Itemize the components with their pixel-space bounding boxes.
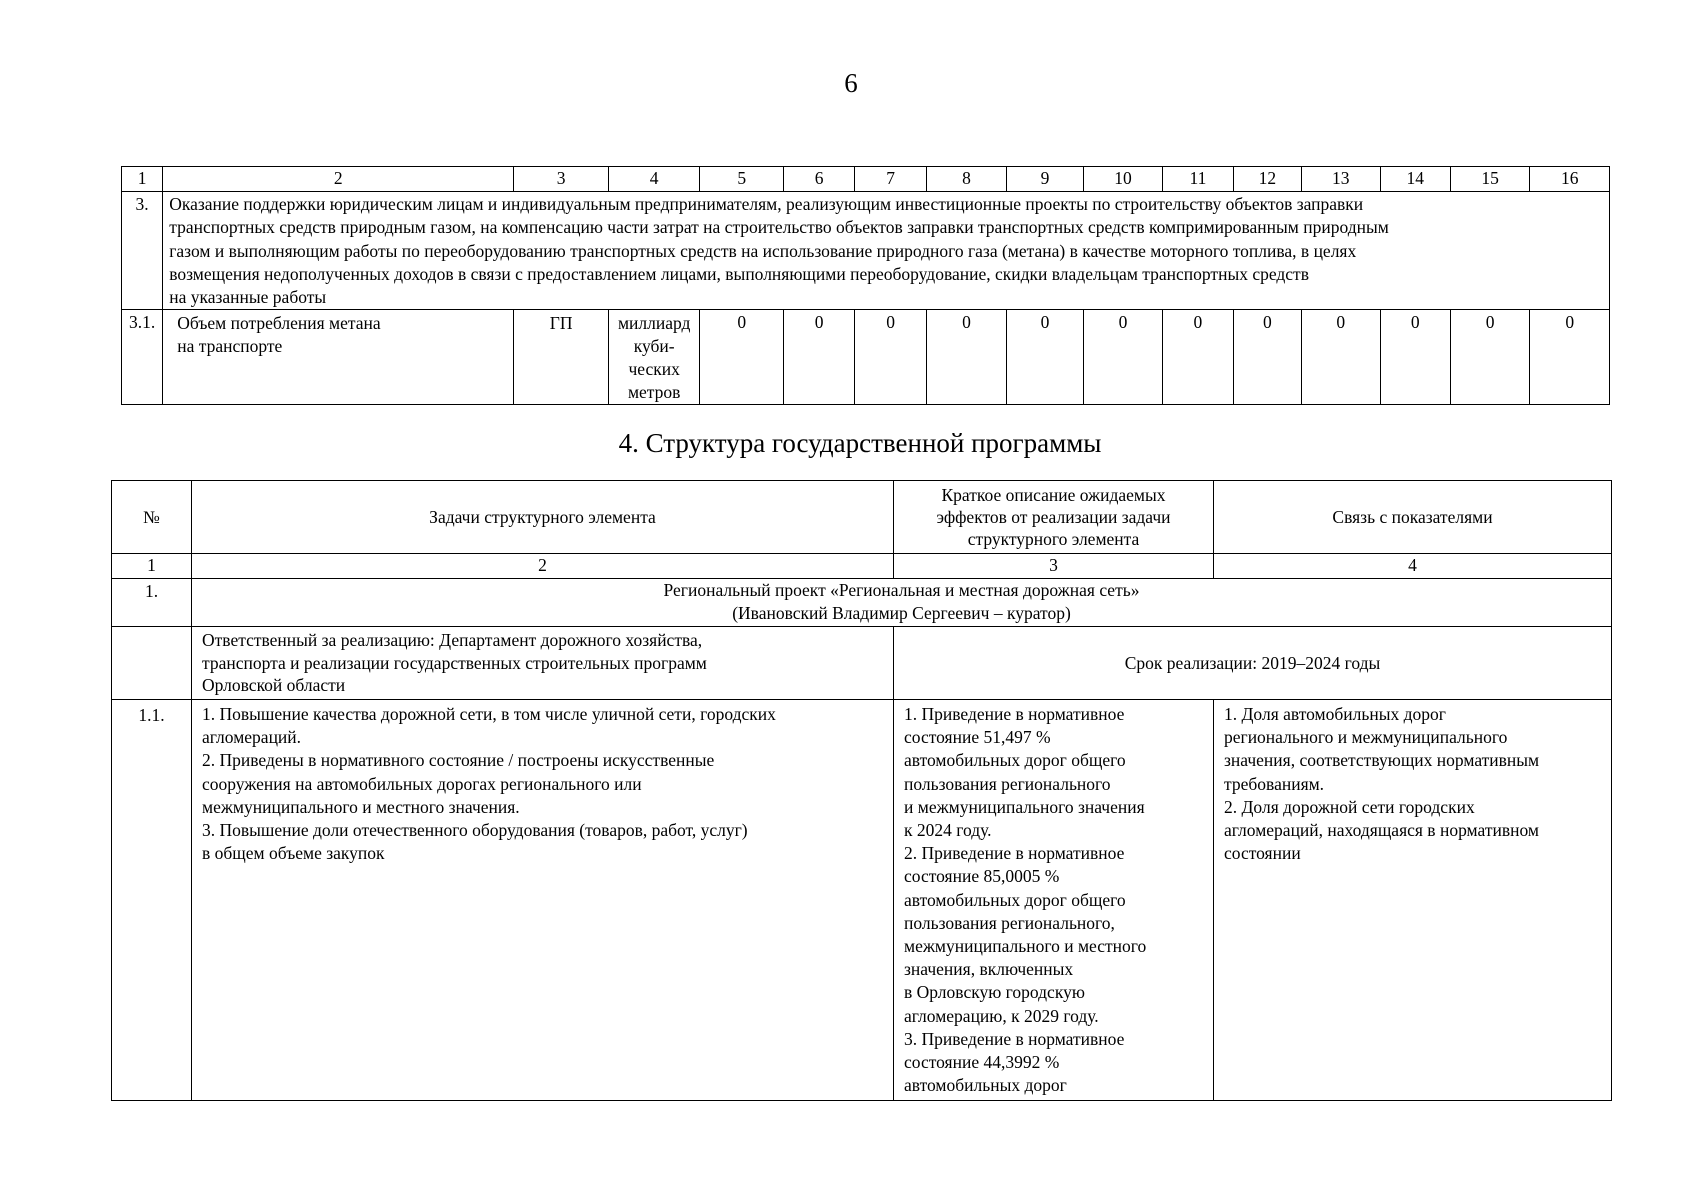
indicators-line: регионального и межмуниципального — [1224, 727, 1508, 748]
tasks-line: в общем объеме закупок — [202, 843, 385, 864]
effects-line: состояние 51,497 % — [904, 727, 1051, 748]
column-number: 1 — [122, 167, 163, 192]
column-number: 16 — [1530, 167, 1610, 192]
indicator-value: 0 — [855, 310, 926, 405]
program-structure-table — [111, 480, 1612, 1101]
indicator-name-line: на транспорте — [177, 336, 283, 357]
task-line: Оказание поддержки юридическим лицам и индивидуальным предпринимателям, реализующим инвестиционные проекты по строительству объектов заправки — [169, 194, 1364, 214]
indicator-value: 0 — [1083, 310, 1162, 405]
unit-line: ческих — [628, 359, 680, 380]
project-row — [112, 579, 1612, 627]
column-number: 13 — [1302, 167, 1380, 192]
project-title-line: Региональный проект «Региональная и местная дорожная сеть» — [663, 580, 1140, 600]
indicator-row — [122, 310, 1610, 405]
tasks-line: сооружения на автомобильных дорогах регионального или — [202, 773, 642, 794]
column-number: 15 — [1450, 167, 1529, 192]
task-row — [122, 192, 1610, 310]
column-numbers-row — [122, 167, 1610, 192]
effects-line: межмуниципального и местного — [904, 936, 1147, 957]
column-number: 3 — [514, 167, 609, 192]
task-number: 3. — [122, 192, 163, 310]
project-number: 1. — [112, 579, 192, 627]
indicators-line: агломераций, находящаяся в нормативном — [1224, 820, 1539, 841]
task-line: газом и выполняющим работы по переоборудованию транспортных средств на использование природного газа (метана) в качестве моторного топлива, в целях — [169, 240, 1357, 261]
page-number: 6 — [844, 68, 858, 98]
effects-line: 2. Приведение в нормативное — [904, 843, 1125, 864]
effects-line: состояние 44,3992 % — [904, 1052, 1060, 1073]
indicators-cell — [1214, 700, 1612, 1101]
effects-line: состояние 85,0005 % — [904, 866, 1060, 887]
effects-line: пользования регионального, — [904, 912, 1115, 933]
empty-cell — [112, 627, 192, 700]
header-indicators: Связь с показателями — [1214, 481, 1612, 554]
indicator-level: ГП — [514, 310, 609, 405]
tasks-line: 2. Приведены в нормативного состояние / построены искусственные — [202, 750, 715, 771]
implementation-term: Срок реализации: 2019–2024 годы — [894, 627, 1612, 700]
indicator-value: 0 — [1233, 310, 1301, 405]
indicators-line: 2. Доля дорожной сети городских — [1224, 796, 1475, 817]
effects-line: 1. Приведение в нормативное — [904, 704, 1125, 724]
indicator-name-line: Объем потребления метана — [177, 313, 381, 334]
effects-line: автомобильных дорог общего — [904, 750, 1126, 771]
effects-line: автомобильных дорог — [904, 1075, 1067, 1096]
effects-line: пользования регионального — [904, 773, 1111, 794]
tasks-line: агломераций. — [202, 727, 302, 748]
header-effects-line: эффектов от реализации задачи — [936, 507, 1171, 527]
responsible-line: транспорта и реализации государственных строительных программ — [202, 652, 707, 673]
task-line: на указанные работы — [169, 287, 327, 308]
tasks-line: межмуниципального и местного значения. — [202, 796, 520, 817]
unit-line: куби- — [633, 336, 675, 357]
column-number: 10 — [1083, 167, 1162, 192]
column-number: 11 — [1163, 167, 1233, 192]
effects-line: в Орловскую городскую — [904, 982, 1085, 1003]
section-title: 4. Структура государственной программы — [618, 428, 1102, 458]
project-title-line: (Ивановский Владимир Сергеевич – куратор) — [732, 602, 1071, 623]
indicators-table — [121, 166, 1610, 405]
project-title — [192, 579, 1612, 627]
responsible-line: Ответственный за реализацию: Департамент дорожного хозяйства, — [202, 630, 703, 650]
header-effects — [894, 481, 1214, 554]
effects-line: значения, включенных — [904, 959, 1074, 980]
responsible-row — [112, 627, 1612, 700]
indicator-value: 0 — [700, 310, 784, 405]
indicators-line: требованиям. — [1224, 773, 1325, 794]
column-number: 2 — [163, 167, 514, 192]
column-numbers-row — [112, 554, 1612, 579]
indicator-number: 3.1. — [122, 310, 163, 405]
tasks-line: 1. Повышение качества дорожной сети, в том числе уличной сети, городских — [202, 704, 776, 724]
task-description — [163, 192, 1610, 310]
effects-line: и межмуниципального значения — [904, 796, 1145, 817]
indicator-value: 0 — [926, 310, 1006, 405]
column-number: 6 — [783, 167, 854, 192]
responsible-text — [192, 627, 894, 700]
column-number: 14 — [1380, 167, 1450, 192]
column-number: 2 — [192, 554, 894, 579]
column-number: 12 — [1233, 167, 1301, 192]
header-effects-line: структурного элемента — [967, 529, 1140, 549]
indicators-line: состоянии — [1224, 843, 1301, 864]
indicator-value: 0 — [1302, 310, 1380, 405]
indicator-value: 0 — [1530, 310, 1610, 405]
header-row — [112, 481, 1612, 554]
indicator-value: 0 — [783, 310, 854, 405]
column-number: 5 — [700, 167, 784, 192]
column-number: 4 — [608, 167, 700, 192]
unit-line: миллиард — [617, 313, 691, 334]
tasks-cell — [192, 700, 894, 1101]
indicator-unit — [608, 310, 700, 405]
responsible-line: Орловской области — [202, 675, 346, 695]
column-number: 9 — [1007, 167, 1083, 192]
task-line: транспортных средств природным газом, на компенсацию части затрат на строительство объектов заправки транспортных средств компримированным природным — [169, 217, 1389, 238]
task-line: возмещения недополученных доходов в связи с предоставлением лицами, выполняющими переоборудование, скидки владельцам транспортных средств — [169, 263, 1309, 284]
indicator-name — [163, 310, 514, 405]
column-number: 1 — [112, 554, 192, 579]
tasks-line: 3. Повышение доли отечественного оборудования (товаров, работ, услуг) — [202, 820, 748, 841]
unit-line: метров — [627, 382, 681, 403]
effects-line: агломерацию, к 2029 году. — [904, 1005, 1099, 1026]
indicators-line: значения, соответствующих нормативным — [1224, 750, 1540, 771]
column-number: 7 — [855, 167, 926, 192]
column-number: 4 — [1214, 554, 1612, 579]
effects-line: 3. Приведение в нормативное — [904, 1028, 1125, 1049]
effects-line: к 2024 году. — [904, 820, 992, 841]
header-effects-line: Краткое описание ожидаемых — [941, 485, 1166, 505]
effects-cell — [894, 700, 1214, 1101]
effects-line: автомобильных дорог общего — [904, 889, 1126, 910]
indicators-line: 1. Доля автомобильных дорог — [1224, 704, 1446, 724]
indicator-value: 0 — [1007, 310, 1083, 405]
indicator-value: 0 — [1450, 310, 1529, 405]
header-tasks: Задачи структурного элемента — [192, 481, 894, 554]
task-number: 1.1. — [112, 700, 192, 1101]
column-number: 3 — [894, 554, 1214, 579]
column-number: 8 — [926, 167, 1006, 192]
header-number: № — [112, 481, 192, 554]
indicator-value: 0 — [1163, 310, 1233, 405]
indicator-value: 0 — [1380, 310, 1450, 405]
task-row — [112, 700, 1612, 1101]
